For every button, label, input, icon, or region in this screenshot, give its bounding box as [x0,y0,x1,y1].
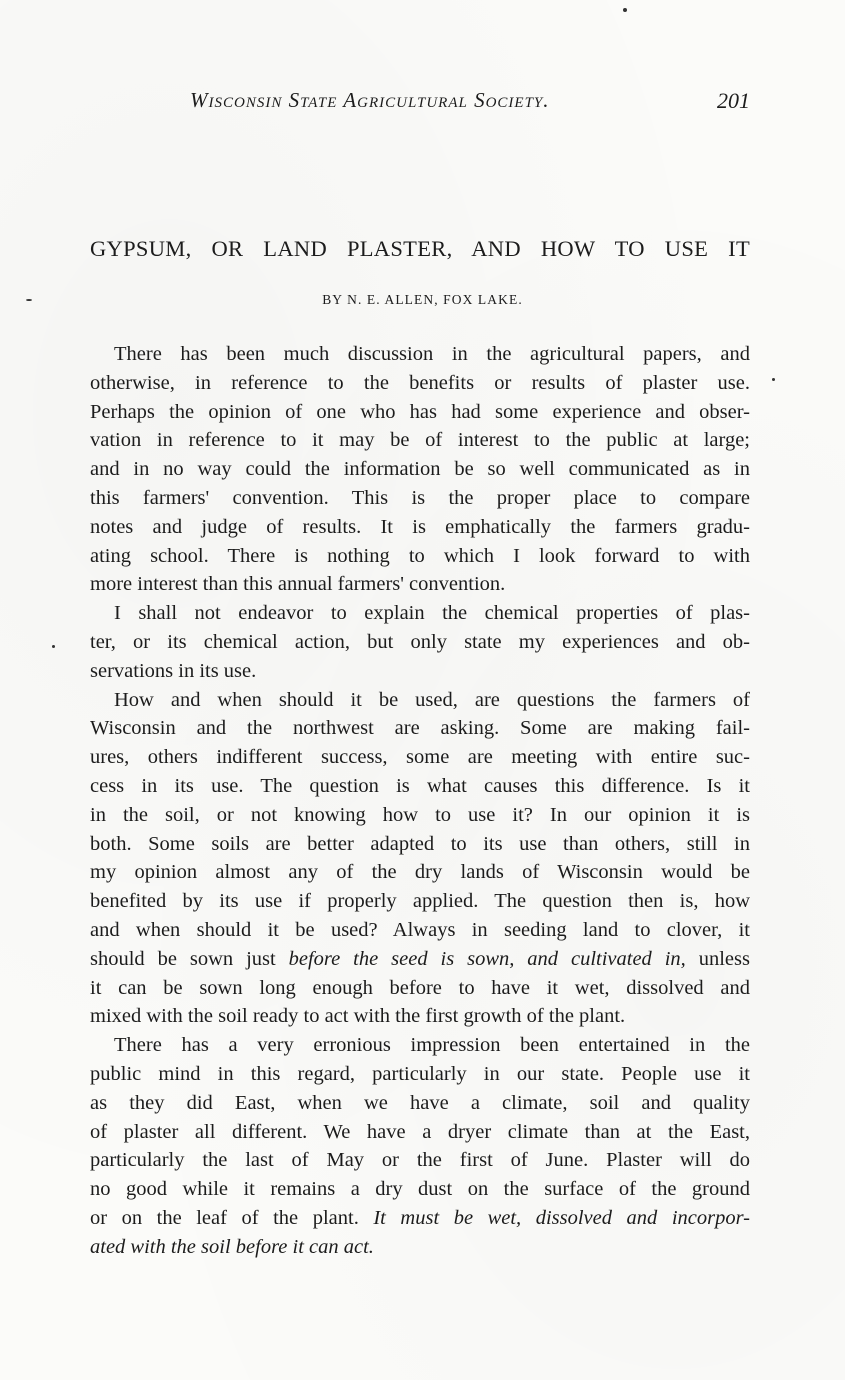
text-line-italic [90,1233,750,1262]
text-line: as they did East, when we have a climate, soil and quality [90,1091,750,1114]
text-line: mixed with the soil ready to act with the first growth of the plant. [90,1005,626,1028]
scan-speck [623,8,627,12]
text-line: There has been much discussion in the agricultural papers, and [114,343,750,365]
text-line: this farmers' convention. This is the proper place to compare [90,486,750,509]
text-line: Wisconsin and the northwest are asking. Some are making fail- [90,717,750,740]
italic-run: ated with the soil before it can act. [90,1235,374,1258]
text-line: ating school. There is nothing to which I look forward to with [90,544,750,567]
text-line: and in no way could the information be so well communicated as in [90,458,750,481]
text-run: should be sown just [90,947,289,970]
text-line: How and when should it be used, are questions the farmers of [114,688,750,711]
text-line: ures, others indifferent success, some are meeting with entire suc- [90,746,750,769]
text-line-mixed [90,1204,750,1233]
text-line: particularly the last of May or the first of June. Plaster will do [90,1149,750,1172]
text-line: both. Some soils are better adapted to its use than others, still in [90,832,750,855]
text-line: notes and judge of results. It is emphatically the farmers gradu- [90,515,750,538]
paragraph-1 [90,340,750,599]
text-line: and when should it be used? Always in seeding land to clover, it [90,918,750,941]
paragraph-3 [90,686,750,1032]
article-body [90,340,750,1262]
text-line: vation in reference to it may be of interest to the public at large; [90,429,750,452]
running-head-title: Wisconsin State Agricultural Society. [190,88,550,112]
text-line: my opinion almost any of the dry lands of Wisconsin would be [90,861,750,884]
text-line: no good while it remains a dry dust on the surface of the ground [90,1178,750,1201]
scan-speck [772,378,775,381]
text-line: public mind in this regard, particularly in our state. People use it [90,1062,750,1085]
italic-run: It must be wet, dissolved and incorpor- [373,1206,750,1229]
scan-speck [26,299,32,301]
scan-speck [52,645,55,648]
text-line: ter, or its chemical action, but only state my experiences and ob- [90,630,750,653]
article-byline: BY N. E. ALLEN, FOX LAKE. [322,292,523,307]
text-line-mixed [90,945,750,974]
text-line: benefited by its use if properly applied. The question then is, how [90,890,750,913]
text-line: Perhaps the opinion of one who has had some experience and obser- [90,400,750,423]
article-title: GYPSUM, OR LAND PLASTER, AND HOW TO USE IT [90,236,750,261]
text-run: unless [685,947,750,970]
text-run: or on the leaf of the plant. [90,1206,374,1229]
text-line: in the soil, or not knowing how to use it? In our opinion it is [90,803,750,826]
italic-run: before the seed is sown, and cultivated in, [288,947,686,970]
text-line: of plaster all different. We have a dryer climate than at the East, [90,1120,750,1143]
paragraph-2 [90,599,750,685]
text-line: it can be sown long enough before to have it wet, dissolved and [90,976,750,999]
paragraph-4 [90,1031,750,1261]
page-number: 201 [717,88,750,113]
text-line: more interest than this annual farmers' convention. [90,573,506,596]
text-line: otherwise, in reference to the benefits or results of plaster use. [90,371,750,394]
text-line: I shall not endeavor to explain the chemical properties of plas- [114,602,750,625]
running-head [190,88,750,114]
text-line: cess in its use. The question is what causes this difference. Is it [90,774,750,797]
text-line: servations in its use. [90,659,257,682]
text-line: There has a very erronious impression been entertained in the [114,1034,750,1057]
